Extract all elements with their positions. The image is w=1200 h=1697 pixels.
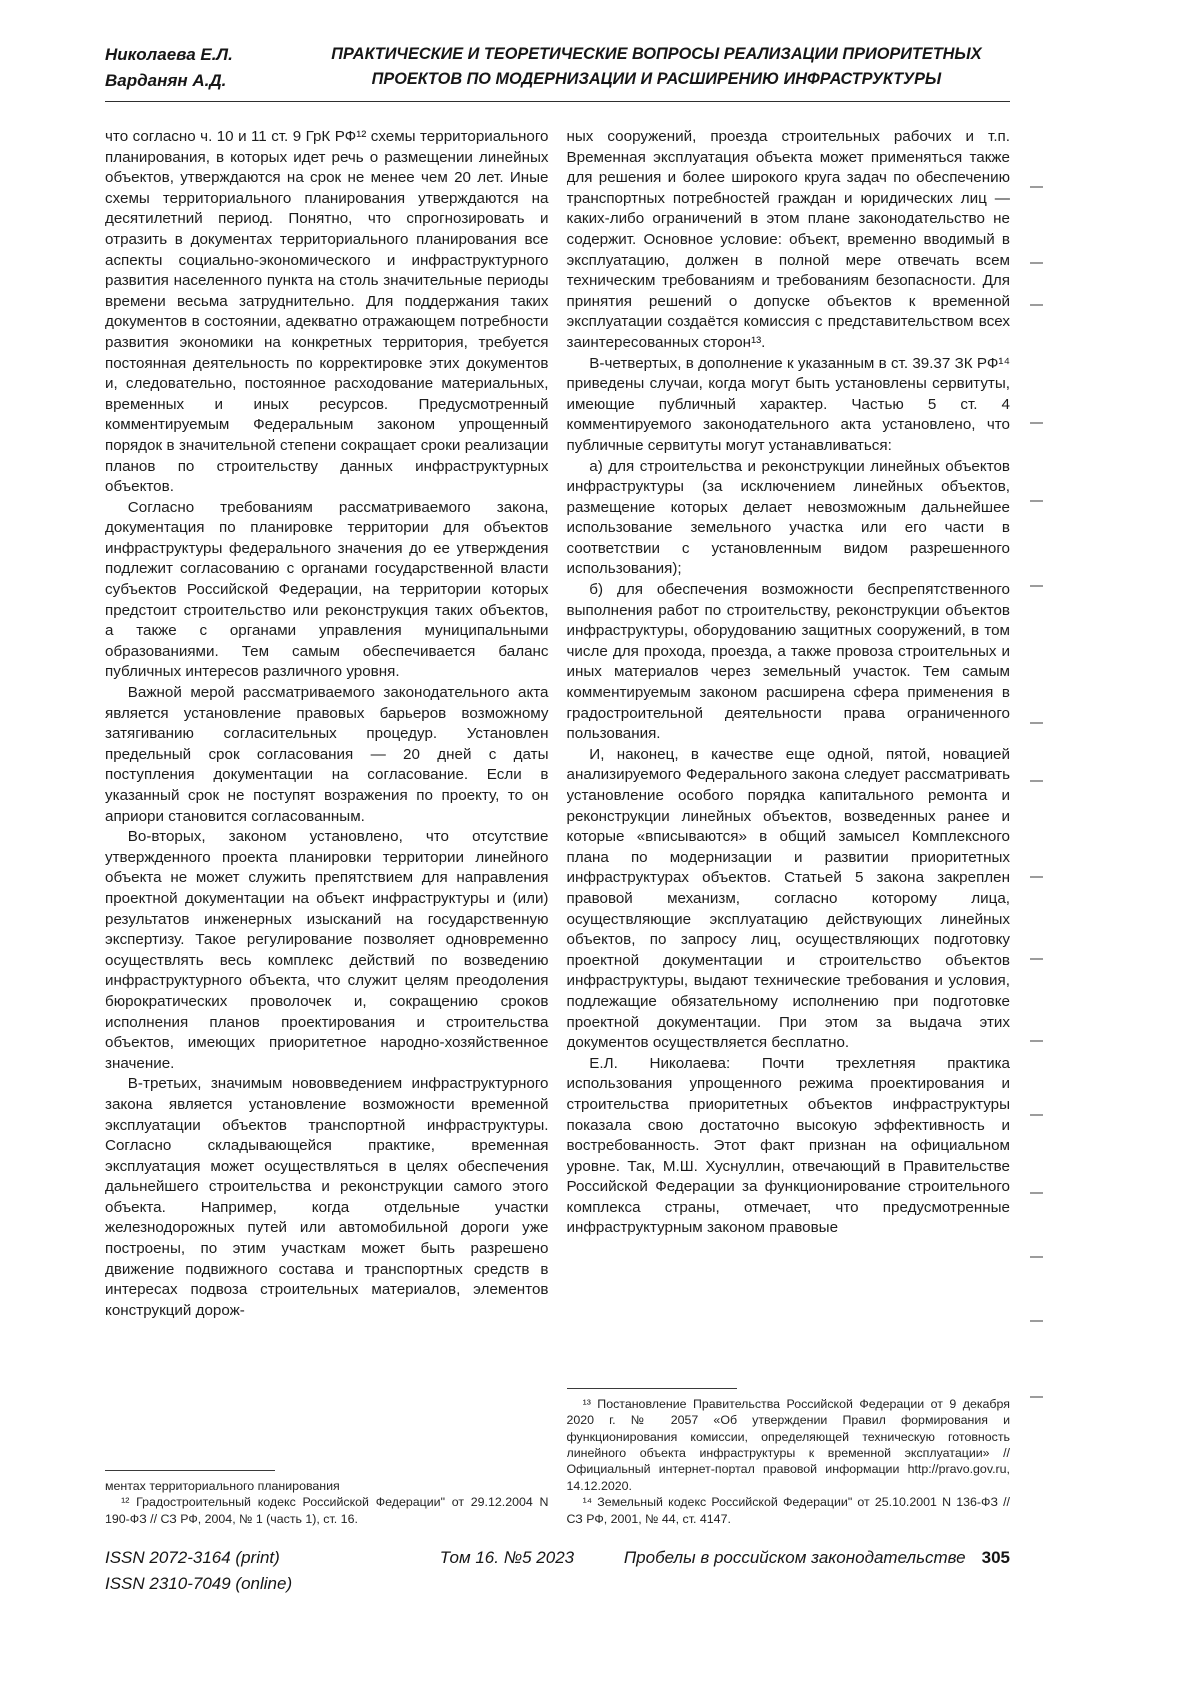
margin-tick — [1030, 304, 1043, 306]
paragraph: И, наконец, в качестве еще одной, пятой, новацией анализируемого Федерального закона следует рассматривать установление особого порядка капитального ремонта и реконструкции линейных объектов, возведенных ранее и которые «вписываются» в общий замысел Комплексного плана по модернизации и развитии приоритетных инфраструктурах объектов. Статьей 5 закона закреплен правовой механизм, согласно которому лица, осуществляющие эксплуатацию действующих линейных объектов, по запросу лиц, осуществляющих подготовку проектной документации и строительство объектов инфраструктуры, выдают технические требования и условия, подлежащие обязательному исполнению при подготовке проектной документации. При этом за выдача этих документов осуществляется бесплатно. — [566, 745, 1010, 1052]
margin-tick — [1030, 422, 1043, 424]
page-header — [105, 42, 1010, 93]
page-number: 305 — [981, 1548, 1010, 1567]
paragraph: В-четвертых, в дополнение к указанным в ст. 39.37 ЗК РФ¹⁴ приведены случаи, когда могут быть установлены сервитуты, имеющие публичный характер. Частью 5 ст. 4 комментируемого законодательного акта установлено, что публичные сервитуты могут устанавливаться: — [566, 354, 1010, 454]
margin-tick — [1030, 585, 1043, 587]
margin-tick — [1030, 186, 1043, 188]
footnote-separator — [105, 1470, 275, 1471]
right-column — [567, 127, 1011, 1527]
margin-tick — [1030, 876, 1043, 878]
paragraph: Согласно требованиям рассматриваемого закона, документация по планировке территории для объектов инфраструктуры федерального значения до ее утверждения подлежит согласованию с органами государственной власти субъектов Российской Федерации, на территории которых предстоит строительство или реконструкция таких объектов, а также с органами управления муниципальными образованиями. Тем самым обеспечивается баланс публичных интересов различного уровня. — [105, 498, 549, 681]
footnote-13: ¹³ Постановление Правительства Российской Федерации от 9 декабря 2020 г. № 2057 «Об утверждении Правил формирования и функционирования комиссии, определяющей техническую готовность линейного объекта инфраструктуры к временной эксплуатации» // Официальный интернет-портал правовой информации http://pravo.gov.ru, 14.12.2020. — [566, 1396, 1010, 1493]
paragraph: Важной мерой рассматриваемого законодательного акта является установление правовых барьеров возможному затягиванию согласительных процедур. Установлен предельный срок согласования — 20 дней с даты поступления документации на согласование. Если в указанный срок не поступят возражения по проекту, то он априори становится согласованным. — [105, 684, 549, 825]
footnotes-right — [567, 1378, 1011, 1527]
paragraph: В-третьих, значимым нововведением инфраструктурного закона является установление возможности временной эксплуатации объектов транспортной инфраструктуры. Согласно складывающейся практике, временная эксплуатация может осуществляться в целях обеспечения дальнейшего строительства и реконструкции самого этого объекта. Например, когда отдельные участки железнодорожных путей или автомобильной дороги уже построены, по этим участкам может быть разрешено движение подвижного состава и транспортных средств в интересах подвоза строительных материалов, элементов конструкций дорож- — [105, 1075, 549, 1319]
paragraph: что согласно ч. 10 и 11 ст. 9 ГрК РФ¹² схемы территориального планирования, в которых идет речь о размещении линейных объектов, утверждаются на срок не менее чем 20 лет. Иные схемы территориального планирования утверждаются на десятилетний период. Понятно, что спрогнозировать и отразить в документах территориального планирования все аспекты социально-экономического и инфраструктурного развития населенного пункта на столь значительные периоды времени весьма затруднительно. Для поддержания таких документов в состоянии, адекватно отражающем потребности развития экономики на конкретных территория, требуется постоянная деятельность по корректировке этих документов и, следовательно, постоянное расходование материальных, временных и иных ресурсов. Предусмотренный комментируемым Федеральным законом упрощенный порядок в значительной степени сокращает сроки реализации планов по строительству данных инфраструктурных объектов. — [105, 128, 549, 496]
paragraph: Е.Л. Николаева: Почти трехлетняя практика использования упрощенного режима проектирования и строительства приоритетных объектов инфраструктуры показала свою достаточно высокую эффективность и востребованность. Этот факт признан на официальном уровне. Так, М.Ш. Хуснуллин, отвечающий в Правительстве Российской Федерации за функционирование строительного комплекса страны, отмечает, что предусмотренные инфраструктурным законом правовые — [566, 1054, 1010, 1237]
left-column — [105, 127, 549, 1527]
author-block — [105, 42, 233, 93]
article-body — [105, 127, 1010, 1527]
paragraph: б) для обеспечения возможности беспрепятственного выполнения работ по строительству, реконструкции объектов инфраструктуры, оборудованию защитных сооружений, в том числе для прохода, проезда, а также провоза строительных и иных материалов через земельный участок. Тем самым комментируемым законом расширена сфера применения в градостроительной деятельности права ограниченного пользования. — [566, 581, 1010, 743]
margin-tick — [1030, 780, 1043, 782]
margin-tick — [1030, 500, 1043, 502]
margin-tick — [1030, 1256, 1043, 1258]
margin-tick — [1030, 1396, 1043, 1398]
footnote-continuation: ментах территориального планирования — [105, 1478, 340, 1493]
paragraph: ных сооружений, проезда строительных рабочих и т.п. Временная эксплуатация объекта может применяться также для решения и более широкого круга задач по обеспечению транспортных потребностей граждан и юридических лиц — каких-либо ограничений в этом плане законодательство не содержит. Основное условие: объект, временно вводимый в эксплуатацию, должен в полной мере отвечать всем техническим требованиям и требованиям безопасности. Для принятия решений о допуске объектов к временной эксплуатации создаётся комиссия с представительством всех заинтересованных сторон¹³. — [566, 128, 1010, 351]
header-divider — [105, 101, 1010, 102]
margin-tick — [1030, 1114, 1043, 1116]
author-name-1: Николаева Е.Л. — [105, 45, 233, 64]
author-name-2: Варданян А.Д. — [105, 70, 227, 90]
journal-info — [624, 1545, 1010, 1571]
margin-tick — [1030, 1040, 1043, 1042]
issn-block — [105, 1545, 390, 1598]
issn-print: ISSN 2072-3164 (print) — [105, 1548, 280, 1567]
volume-info: Том 16. №5 2023 — [439, 1548, 575, 1567]
footnote-separator — [567, 1388, 737, 1389]
article-title — [233, 42, 1010, 93]
footnotes-left — [105, 1460, 549, 1527]
journal-name: Пробелы в российском законодательстве — [623, 1548, 966, 1567]
issn-online: ISSN 2310-7049 (online) — [105, 1574, 293, 1594]
margin-tick — [1030, 262, 1043, 264]
margin-tick — [1030, 722, 1043, 724]
footnote-12: ¹² Градостроительный кодекс Российской Федерации" от 29.12.2004 N 190-ФЗ // СЗ РФ, 2004, № 1 (часть 1), ст. 16. — [105, 1495, 549, 1526]
page-footer — [105, 1545, 1010, 1598]
margin-tick — [1030, 1320, 1043, 1322]
paragraph: а) для строительства и реконструкции линейных объектов инфраструктуры (за исключением линейных объектов, размещение которых делает невозможным дальнейшее использование земельного участка или его части в соответствии с установленным видом разрешенного использования); — [566, 457, 1010, 578]
footnote-14: ¹⁴ Земельный кодекс Российской Федерации" от 25.10.2001 N 136-ФЗ // СЗ РФ, 2001, № 44, ст. 4147. — [566, 1495, 1010, 1526]
margin-tick — [1030, 1192, 1043, 1194]
paragraph: Во-вторых, законом установлено, что отсутствие утвержденного проекта планировки территории линейного объекта не может служить препятствием для направления проектной документации на объект инфраструктуры и (или) результатов инженерных изысканий на государственную экспертизу. Такое регулирование позволяет одновременно осуществлять весь комплекс действий по возведению инфраструктурного объекта, что служит целям преодоления бюрократических проволочек и, сокращению сроков исполнения планов проектирования и строительства объектов, имеющих приоритетное народно-хозяйственное значение. — [105, 828, 549, 1072]
article-title-line-1: ПРАКТИЧЕСКИЕ И ТЕОРЕТИЧЕСКИЕ ВОПРОСЫ РЕАЛИЗАЦИИ ПРИОРИТЕТНЫХ — [331, 45, 982, 63]
margin-tick — [1030, 958, 1043, 960]
article-title-line-2: ПРОЕКТОВ ПО МОДЕРНИЗАЦИИ И РАСШИРЕНИЮ ИНФРАСТРУКТУРЫ — [371, 70, 942, 89]
